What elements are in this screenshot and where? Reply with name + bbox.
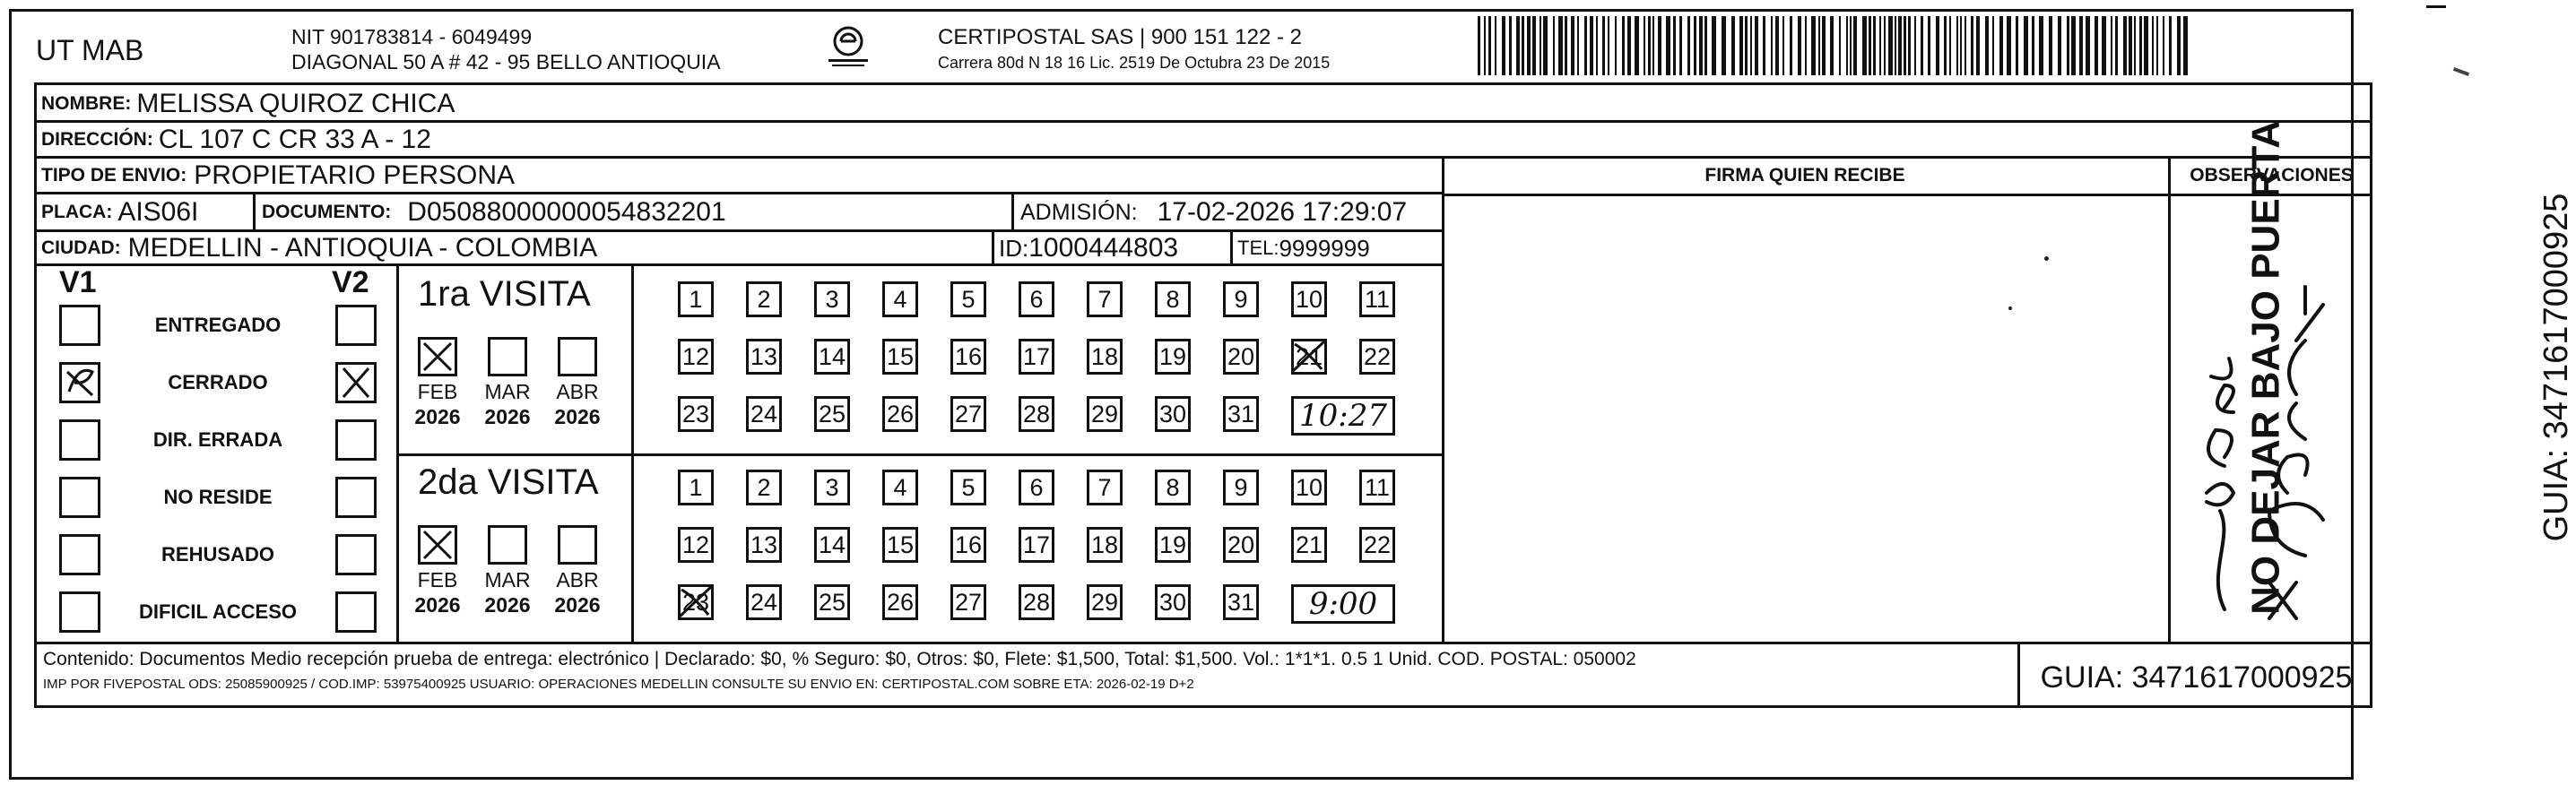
barcode-bar	[1658, 16, 1661, 75]
barcode-bar	[1673, 16, 1676, 75]
visit-1-day-2[interactable]: 2	[746, 281, 782, 317]
visit-1-day-17[interactable]: 17	[1019, 339, 1054, 375]
row-line	[1442, 194, 2372, 196]
barcode-bar	[1522, 16, 1524, 75]
barcode-bar	[2139, 16, 2142, 75]
barcode-bar	[1516, 16, 1520, 75]
barcode-bar	[2086, 16, 2090, 75]
visit-2-day-11[interactable]: 11	[1359, 470, 1395, 505]
barcode-bar	[1644, 16, 1645, 75]
barcode-bar	[1532, 16, 1536, 75]
visit-2-day-2[interactable]: 2	[746, 470, 782, 505]
id-value: 1000444803	[1028, 233, 1179, 263]
barcode-bar	[2007, 16, 2011, 75]
firma-area	[1445, 197, 2168, 642]
barcode-bar	[1648, 16, 1651, 75]
visit-1-title: 1ra VISITA	[418, 274, 591, 314]
visit-2-day-24[interactable]: 24	[746, 584, 782, 620]
barcode-bar	[1652, 16, 1654, 75]
tel-label: TEL:	[1237, 237, 1279, 259]
placa-cell	[41, 195, 198, 229]
visit-2-day-28[interactable]: 28	[1019, 584, 1054, 620]
barcode-bar	[1914, 16, 1916, 75]
visit-2-day-16[interactable]: 16	[950, 527, 986, 563]
observaciones-header: OBSERVACIONES	[2190, 165, 2354, 186]
visit-2-day-9[interactable]: 9	[1223, 470, 1259, 505]
barcode-bar	[2183, 16, 2188, 75]
barcode-bar	[1898, 16, 1902, 75]
no-dejar-bajo-puerta: NO DEJAR BAJO PUERTA	[2243, 120, 2288, 615]
barcode-bar	[1949, 16, 1951, 75]
v2-label: V2	[332, 265, 369, 299]
barcode-bar	[1615, 16, 1617, 75]
ciudad-label: CIUDAD:	[41, 237, 121, 258]
visit-1-day-3[interactable]: 3	[814, 281, 850, 317]
visit-2-day-4[interactable]: 4	[882, 470, 918, 505]
barcode-bar	[1956, 16, 1958, 75]
barcode-bar	[1830, 16, 1834, 75]
barcode-bar	[1731, 16, 1735, 75]
visit-2-time: 9:00	[1308, 586, 1378, 622]
company-address: DIAGONAL 50 A # 42 - 95 BELLO ANTIOQUIA	[291, 50, 721, 73]
barcode-bar	[2177, 16, 2181, 75]
v1-checkbox-dir-errada[interactable]	[59, 419, 100, 461]
visit-1-month-label: MAR	[484, 380, 531, 403]
barcode-bar	[2067, 16, 2069, 75]
firma-header: FIRMA QUIEN RECIBE	[1704, 165, 1905, 186]
visit-2-day-10[interactable]: 10	[1291, 470, 1327, 505]
visit-2-day-12[interactable]: 12	[678, 527, 714, 563]
visit-1-month-feb-checkbox[interactable]	[418, 337, 457, 376]
col-line-admision	[1011, 194, 1014, 229]
visit-2-day-29[interactable]: 29	[1087, 584, 1123, 620]
barcode-bar	[1771, 16, 1773, 75]
barcode-bar	[1608, 16, 1609, 75]
visit-2-month-label: MAR	[484, 568, 531, 591]
barcode-bar	[1895, 16, 1896, 75]
barcode-bar	[2039, 16, 2043, 75]
visit-2-day-13[interactable]: 13	[746, 527, 782, 563]
visit-1-day-23[interactable]: 23	[678, 396, 714, 432]
visit-1-day-21[interactable]: 21	[1291, 339, 1327, 375]
v2-checkbox-no-reside[interactable]	[335, 477, 377, 518]
barcode-bar	[1763, 16, 1765, 75]
barcode-bar	[2095, 16, 2098, 75]
barcode-bar	[1495, 16, 1496, 75]
visit-1-day-25[interactable]: 25	[814, 396, 850, 432]
status-label: REHUSADO	[161, 543, 274, 565]
visit-1-time-box[interactable]	[1291, 396, 1395, 436]
footer-guia: GUIA: 3471617000925	[2040, 660, 2353, 695]
barcode-bar	[1782, 16, 1784, 75]
visit-2-day-14[interactable]: 14	[814, 527, 850, 563]
visit-1-day-11[interactable]: 11	[1359, 281, 1395, 317]
barcode-bar	[2049, 16, 2052, 75]
barcode-bar	[1811, 16, 1816, 75]
visit-2-year-label: 2026	[554, 593, 601, 617]
v2-checkbox-dificil-acceso[interactable]	[335, 591, 377, 633]
carrier-name: CERTIPOSTAL SAS | 900 151 122 - 2	[938, 25, 1302, 49]
row-line	[34, 192, 1444, 194]
barcode-bar	[1739, 16, 1743, 75]
visit-2-day-6[interactable]: 6	[1019, 470, 1054, 505]
barcode-bar	[1484, 16, 1486, 75]
ink-dot	[2008, 306, 2012, 310]
barcode-bar	[1904, 16, 1906, 75]
visit-1-day-6[interactable]: 6	[1019, 281, 1054, 317]
barcode	[1478, 16, 2191, 75]
barcode-bar	[1960, 16, 1962, 75]
visit-2-month-label: FEB	[417, 568, 458, 591]
barcode-bar	[1627, 16, 1631, 75]
status-label: ENTREGADO	[154, 314, 282, 336]
visit-2-day-26[interactable]: 26	[882, 584, 918, 620]
barcode-bar	[1750, 16, 1752, 75]
visit-2-day-1[interactable]: 1	[678, 470, 714, 505]
visit-1-day-5[interactable]: 5	[950, 281, 986, 317]
visit-2-day-27[interactable]: 27	[950, 584, 986, 620]
barcode-bar	[2016, 16, 2018, 75]
barcode-bar	[1590, 16, 1593, 75]
visit-1-day-20[interactable]: 20	[1223, 339, 1259, 375]
barcode-bar	[1862, 16, 1867, 75]
barcode-bar	[1822, 16, 1826, 75]
barcode-bar	[1596, 16, 1598, 75]
visit-2-day-30[interactable]: 30	[1155, 584, 1191, 620]
visit-2-day-17[interactable]: 17	[1019, 527, 1054, 563]
visit-2-month-label: ABR	[556, 568, 599, 591]
barcode-bar	[1565, 16, 1567, 75]
barcode-bar	[1704, 16, 1707, 75]
visit-1-day-30[interactable]: 30	[1155, 396, 1191, 432]
admision-label: ADMISIÓN:	[1020, 199, 1138, 225]
barcode-bar	[1666, 16, 1670, 75]
barcode-bar	[1965, 16, 1966, 75]
barcode-bar	[1577, 16, 1579, 75]
barcode-bar	[2129, 16, 2132, 75]
barcode-bar	[1694, 16, 1696, 75]
row-line	[34, 642, 2372, 644]
col-line-firma	[1442, 156, 1444, 643]
placa-value: AIS06I	[117, 197, 199, 227]
visit-1-year-label: 2026	[484, 405, 531, 428]
barcode-bar	[1908, 16, 1911, 75]
documento-label: DOCUMENTO:	[262, 202, 392, 222]
visit-divider	[396, 453, 1444, 456]
visit-2-day-8[interactable]: 8	[1155, 470, 1191, 505]
visit-2-day-23[interactable]: 23	[678, 584, 714, 620]
barcode-bar	[1798, 16, 1801, 75]
ciudad-cell	[41, 232, 597, 264]
v2-checkbox-entregado[interactable]	[335, 305, 377, 346]
visit-2-day-7[interactable]: 7	[1087, 470, 1123, 505]
v1-checkbox-entregado[interactable]	[59, 305, 100, 346]
v1-label: V1	[59, 265, 97, 299]
barcode-bar	[1928, 16, 1930, 75]
direccion-value: CL 107 C CR 33 A - 12	[158, 125, 431, 154]
barcode-bar	[1622, 16, 1625, 75]
visit-1-day-10[interactable]: 10	[1291, 281, 1327, 317]
edge-speck	[2453, 67, 2469, 76]
barcode-bar	[1921, 16, 1923, 75]
visit-1-day-15[interactable]: 15	[882, 339, 918, 375]
direccion-row	[41, 124, 431, 156]
visit-1-day-28[interactable]: 28	[1019, 396, 1054, 432]
visit-1-year-label: 2026	[554, 405, 601, 428]
corner-mark	[2426, 5, 2446, 8]
status-label: DIR. ERRADA	[152, 428, 283, 451]
barcode-bar	[2163, 16, 2164, 75]
barcode-bar	[1699, 16, 1703, 75]
barcode-bar	[1745, 16, 1748, 75]
id-label: ID:	[999, 234, 1029, 262]
visit-1-day-9[interactable]: 9	[1223, 281, 1259, 317]
col-line-tel	[1230, 231, 1233, 265]
visit-2-day-21[interactable]: 21	[1291, 527, 1327, 563]
ciudad-value: MEDELLIN - ANTIOQUIA - COLOMBIA	[127, 233, 598, 263]
barcode-bar	[1502, 16, 1505, 75]
visit-1-day-26[interactable]: 26	[882, 396, 918, 432]
documento-value: D05088000000054832201	[407, 197, 726, 227]
visit-1-day-24[interactable]: 24	[746, 396, 782, 432]
visit-1-day-18[interactable]: 18	[1087, 339, 1123, 375]
barcode-bar	[1846, 16, 1848, 75]
barcode-bar	[1712, 16, 1716, 75]
visit-1-day-22[interactable]: 22	[1359, 339, 1395, 375]
barcode-bar	[1818, 16, 1820, 75]
visit-2-title: 2da VISITA	[418, 462, 599, 502]
documento-cell	[262, 195, 726, 229]
barcode-bar	[1873, 16, 1876, 75]
col-line-id	[992, 231, 994, 265]
visit-2-month-mar-checkbox[interactable]	[488, 525, 527, 565]
barcode-bar	[1602, 16, 1605, 75]
barcode-bar	[1879, 16, 1881, 75]
barcode-bar	[2152, 16, 2154, 75]
barcode-bar	[2079, 16, 2083, 75]
v1-checkbox-rehusado[interactable]	[59, 534, 100, 575]
nombre-value: MELISSA QUIROZ CHICA	[136, 89, 455, 118]
admision-value: 17-02-2026 17:29:07	[1157, 197, 1408, 227]
barcode-bar	[2102, 16, 2106, 75]
visit-2-day-20[interactable]: 20	[1223, 527, 1259, 563]
barcode-bar	[1478, 16, 1480, 75]
barcode-bar	[1635, 16, 1639, 75]
barcode-bar	[2134, 16, 2136, 75]
status-label: NO RESIDE	[163, 486, 273, 508]
barcode-bar	[1722, 16, 1726, 75]
visit-1-month-label: FEB	[417, 380, 458, 403]
visit-1-month-abr-checkbox[interactable]	[558, 337, 597, 376]
barcode-bar	[1553, 16, 1555, 75]
footer-impresion: IMP POR FIVEPOSTAL ODS: 25085900925 / COD.IMP: 53975400925 USUARIO: OPERACIONES MEDELLIN CONSULTE SU ENVIO EN: CERTIPOSTAL.COM SOBRE ETA: 2026-02-19 D+2	[43, 677, 1194, 692]
tipo-value: PROPIETARIO PERSONA	[194, 160, 516, 190]
barcode-bar	[1509, 16, 1512, 75]
barcode-bar	[2111, 16, 2112, 75]
visit-2-year-label: 2026	[484, 593, 531, 617]
tipo-label: TIPO DE ENVIO:	[41, 165, 187, 186]
visit-2-day-22[interactable]: 22	[1359, 527, 1395, 563]
certipostal-logo	[823, 23, 873, 72]
visit-1-day-12[interactable]: 12	[678, 339, 714, 375]
barcode-bar	[1869, 16, 1871, 75]
visit-1-day-4[interactable]: 4	[882, 281, 918, 317]
visit-1-month-mar-checkbox[interactable]	[488, 337, 527, 376]
barcode-bar	[1992, 16, 1994, 75]
visit-2-day-15[interactable]: 15	[882, 527, 918, 563]
barcode-bar	[2071, 16, 2076, 75]
barcode-bar	[1543, 16, 1548, 75]
barcode-bar	[2115, 16, 2118, 75]
company-name: UT MAB	[36, 34, 144, 66]
barcode-bar	[1936, 16, 1939, 75]
visit-1-day-31[interactable]: 31	[1223, 396, 1259, 432]
barcode-bar	[1999, 16, 2003, 75]
v1-checkbox-dificil-acceso[interactable]	[59, 591, 100, 633]
visit-1-day-19[interactable]: 19	[1155, 339, 1191, 375]
visit-2-time-box[interactable]	[1291, 584, 1395, 624]
visit-1-day-7[interactable]: 7	[1087, 281, 1123, 317]
visit-2-day-25[interactable]: 25	[814, 584, 850, 620]
nombre-label: NOMBRE:	[41, 93, 132, 114]
v2-checkbox-cerrado[interactable]	[335, 362, 377, 403]
barcode-bar	[1571, 16, 1574, 75]
barcode-bar	[1790, 16, 1792, 75]
visit-2-day-18[interactable]: 18	[1087, 527, 1123, 563]
barcode-bar	[2032, 16, 2034, 75]
direccion-label: DIRECCIÓN:	[41, 129, 153, 150]
visit-1-time: 10:27	[1299, 398, 1387, 434]
visit-1-day-16[interactable]: 16	[950, 339, 986, 375]
barcode-bar	[1850, 16, 1852, 75]
visit-1-day-27[interactable]: 27	[950, 396, 986, 432]
barcode-bar	[1976, 16, 1980, 75]
barcode-bar	[1884, 16, 1886, 75]
row-line	[34, 120, 2372, 123]
barcode-bar	[1805, 16, 1807, 75]
col-line-placa	[253, 194, 256, 229]
nombre-row	[41, 88, 455, 120]
tel-cell	[1237, 232, 1370, 264]
visit-1-day-14[interactable]: 14	[814, 339, 850, 375]
barcode-bar	[1558, 16, 1563, 75]
barcode-bar	[1985, 16, 1989, 75]
barcode-bar	[1679, 16, 1682, 75]
barcode-bar	[2123, 16, 2127, 75]
admision-cell	[1020, 195, 1407, 229]
barcode-bar	[1488, 16, 1491, 75]
visit-2-year-label: 2026	[414, 593, 461, 617]
status-label: CERRADO	[168, 371, 268, 393]
visit-1-day-13[interactable]: 13	[746, 339, 782, 375]
visit-2-month-feb-checkbox[interactable]	[418, 525, 457, 565]
barcode-bar	[1687, 16, 1690, 75]
visit-2-day-19[interactable]: 19	[1155, 527, 1191, 563]
tipo-row	[41, 160, 515, 192]
barcode-bar	[2058, 16, 2061, 75]
barcode-bar	[1888, 16, 1893, 75]
barcode-bar	[1775, 16, 1779, 75]
barcode-bar	[2024, 16, 2028, 75]
barcode-bar	[2156, 16, 2158, 75]
company-nit: NIT 901783814 - 6049499	[291, 25, 533, 48]
tel-value: 9999999	[1279, 234, 1370, 262]
visit-1-month-label: ABR	[556, 380, 599, 403]
carrier-license: Carrera 80d N 18 16 Lic. 2519 De Octubra 23 De 2015	[938, 54, 1331, 72]
visit-1-day-29[interactable]: 29	[1087, 396, 1123, 432]
barcode-bar	[1540, 16, 1541, 75]
barcode-bar	[1971, 16, 1973, 75]
footer-contenido: Contenido: Documentos Medio recepción prueba de entrega: electrónico | Declarado: $0, % Seguro: $0, Otros: $0, Flete: $1,500, Total: $1,500. Vol.: 1*1*1. 0.5 1 Unid. COD. POSTAL: 050002	[43, 649, 1636, 669]
barcode-bar	[1584, 16, 1587, 75]
row-line	[34, 156, 2372, 159]
id-cell	[999, 232, 1178, 264]
side-guia: GUIA: 3471617000925	[2537, 193, 2576, 542]
barcode-bar	[1527, 16, 1531, 75]
v1-checkbox-no-reside[interactable]	[59, 477, 100, 518]
status-label: DIFICIL ACCESO	[138, 600, 297, 623]
barcode-bar	[1944, 16, 1947, 75]
barcode-bar	[2144, 16, 2148, 75]
barcode-bar	[1853, 16, 1857, 75]
visit-1-day-8[interactable]: 8	[1155, 281, 1191, 317]
placa-label: PLACA:	[41, 202, 113, 222]
ink-dot	[2044, 256, 2049, 261]
visit-1-year-label: 2026	[414, 405, 461, 428]
visit-1-day-1[interactable]: 1	[678, 281, 714, 317]
v1-checkbox-cerrado[interactable]	[59, 362, 100, 403]
visit-2-day-31[interactable]: 31	[1223, 584, 1259, 620]
visit-2-month-abr-checkbox[interactable]	[558, 525, 597, 565]
barcode-bar	[1755, 16, 1758, 75]
visit-2-day-5[interactable]: 5	[950, 470, 986, 505]
barcode-bar	[1839, 16, 1841, 75]
v2-checkbox-rehusado[interactable]	[335, 534, 377, 575]
visit-2-day-3[interactable]: 3	[814, 470, 850, 505]
v2-checkbox-dir-errada[interactable]	[335, 419, 377, 461]
barcode-bar	[2169, 16, 2172, 75]
